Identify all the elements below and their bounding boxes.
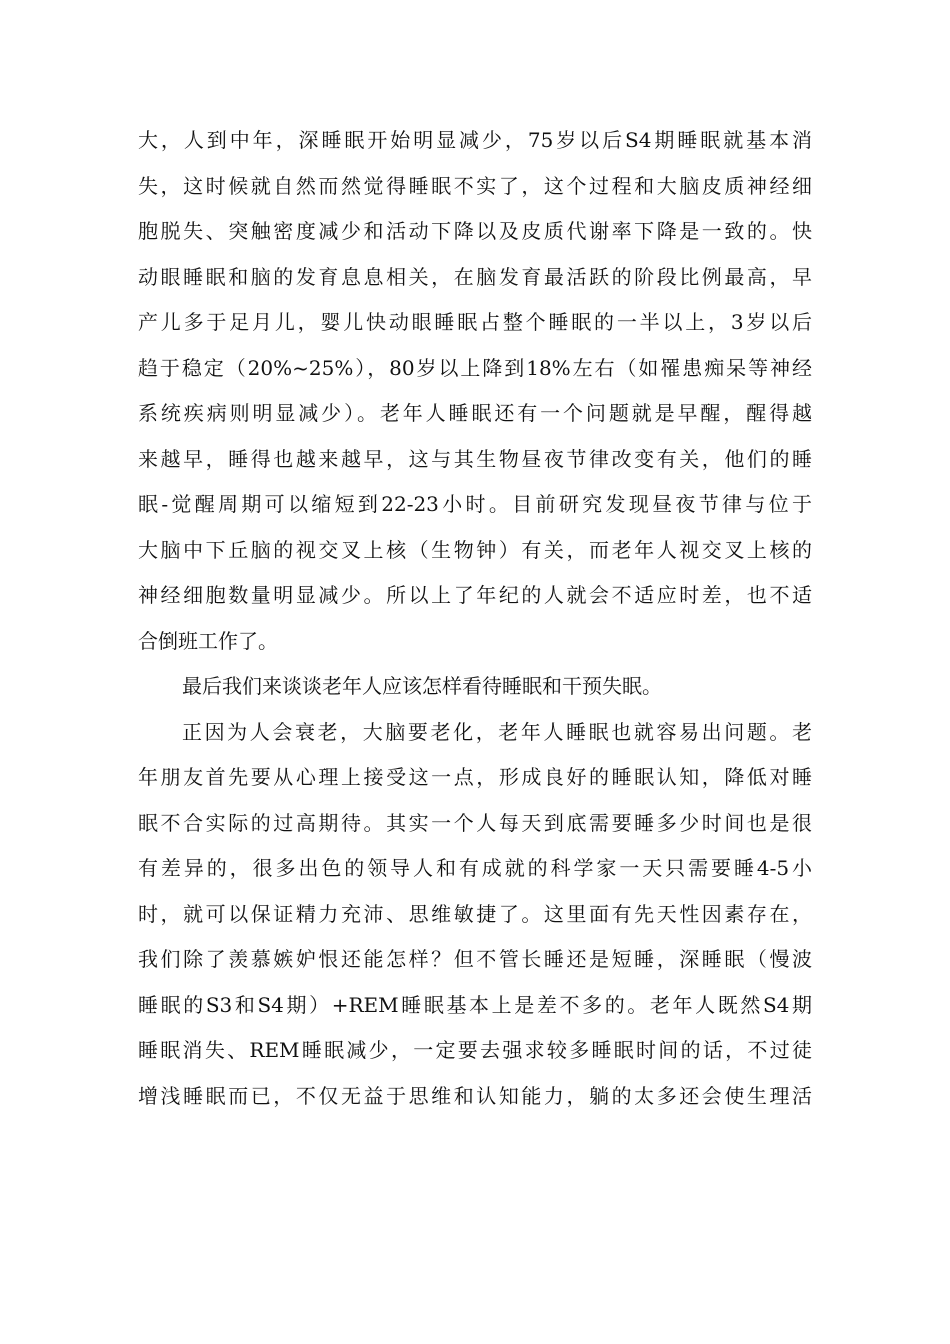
text-line: 增浅睡眠而已，不仅无益于思维和认知能力，躺的太多还会使生理活 [138,1083,812,1108]
text-line: 年朋友首先要从心理上接受这一点，形成良好的睡眠认知，降低对睡 [138,765,812,789]
text-line: 正因为人会衰老，大脑要老化，老年人睡眠也就容易出问题。老 [182,719,812,744]
text-line: 合倒班工作了。 [138,628,278,653]
text-line: 胞脱失、突触密度减少和活动下降以及皮质代谢率下降是一致的。快 [138,219,812,243]
text-line: 产儿多于足月儿，婴儿快动眼睡眠占整个睡眠的一半以上，3岁以后 [138,310,812,334]
text-line: 时，就可以保证精力充沛、思维敏捷了。这里面有先天性因素存在， [138,901,812,926]
text-line: 大脑中下丘脑的视交叉上核（生物钟）有关，而老年人视交叉上核的 [138,537,812,562]
paragraph-3 [138,710,812,1120]
text-line: 趋于稳定（20%~25%），80岁以上降到18%左右（如罹患痴呆等神经 [138,355,812,380]
text-line: 大，人到中年，深睡眠开始明显减少，75岁以后S4期睡眠就基本消 [138,128,812,152]
text-line: 眠不合实际的过高期待。其实一个人每天到底需要睡多少时间也是很 [138,810,812,835]
text-line: 动眼睡眠和脑的发育息息相关，在脑发育最活跃的阶段比例最高，早 [138,264,812,289]
text-line: 来越早，睡得也越来越早，这与其生物昼夜节律改变有关，他们的睡 [138,446,812,471]
text-line: 最后我们来谈谈老年人应该怎样看待睡眠和干预失眠。 [182,674,662,698]
text-line: 睡眠的S3和S4期）+REM睡眠基本上是差不多的。老年人既然S4期 [138,992,812,1017]
text-line: 有差异的，很多出色的领导人和有成就的科学家一天只需要睡4-5小 [138,856,812,880]
text-line: 睡眠消失、REM睡眠减少，一定要去强求较多睡眠时间的话，不过徒 [138,1038,812,1062]
document-body [138,118,812,1119]
text-line: 神经细胞数量明显减少。所以上了年纪的人就会不适应时差，也不适 [138,583,812,607]
text-line: 系统疾病则明显减少）。老年人睡眠还有一个问题就是早醒，醒得越 [138,401,812,425]
text-line: 我们除了羡慕嫉妒恨还能怎样？但不管长睡还是短睡，深睡眠（慢波 [138,947,812,971]
paragraph-2 [138,664,812,710]
text-line: 失，这时候就自然而然觉得睡眠不实了，这个过程和大脑皮质神经细 [138,173,812,198]
paragraph-1 [138,118,812,664]
text-line: 眠-觉醒周期可以缩短到22-23小时。目前研究发现昼夜节律与位于 [138,492,812,516]
